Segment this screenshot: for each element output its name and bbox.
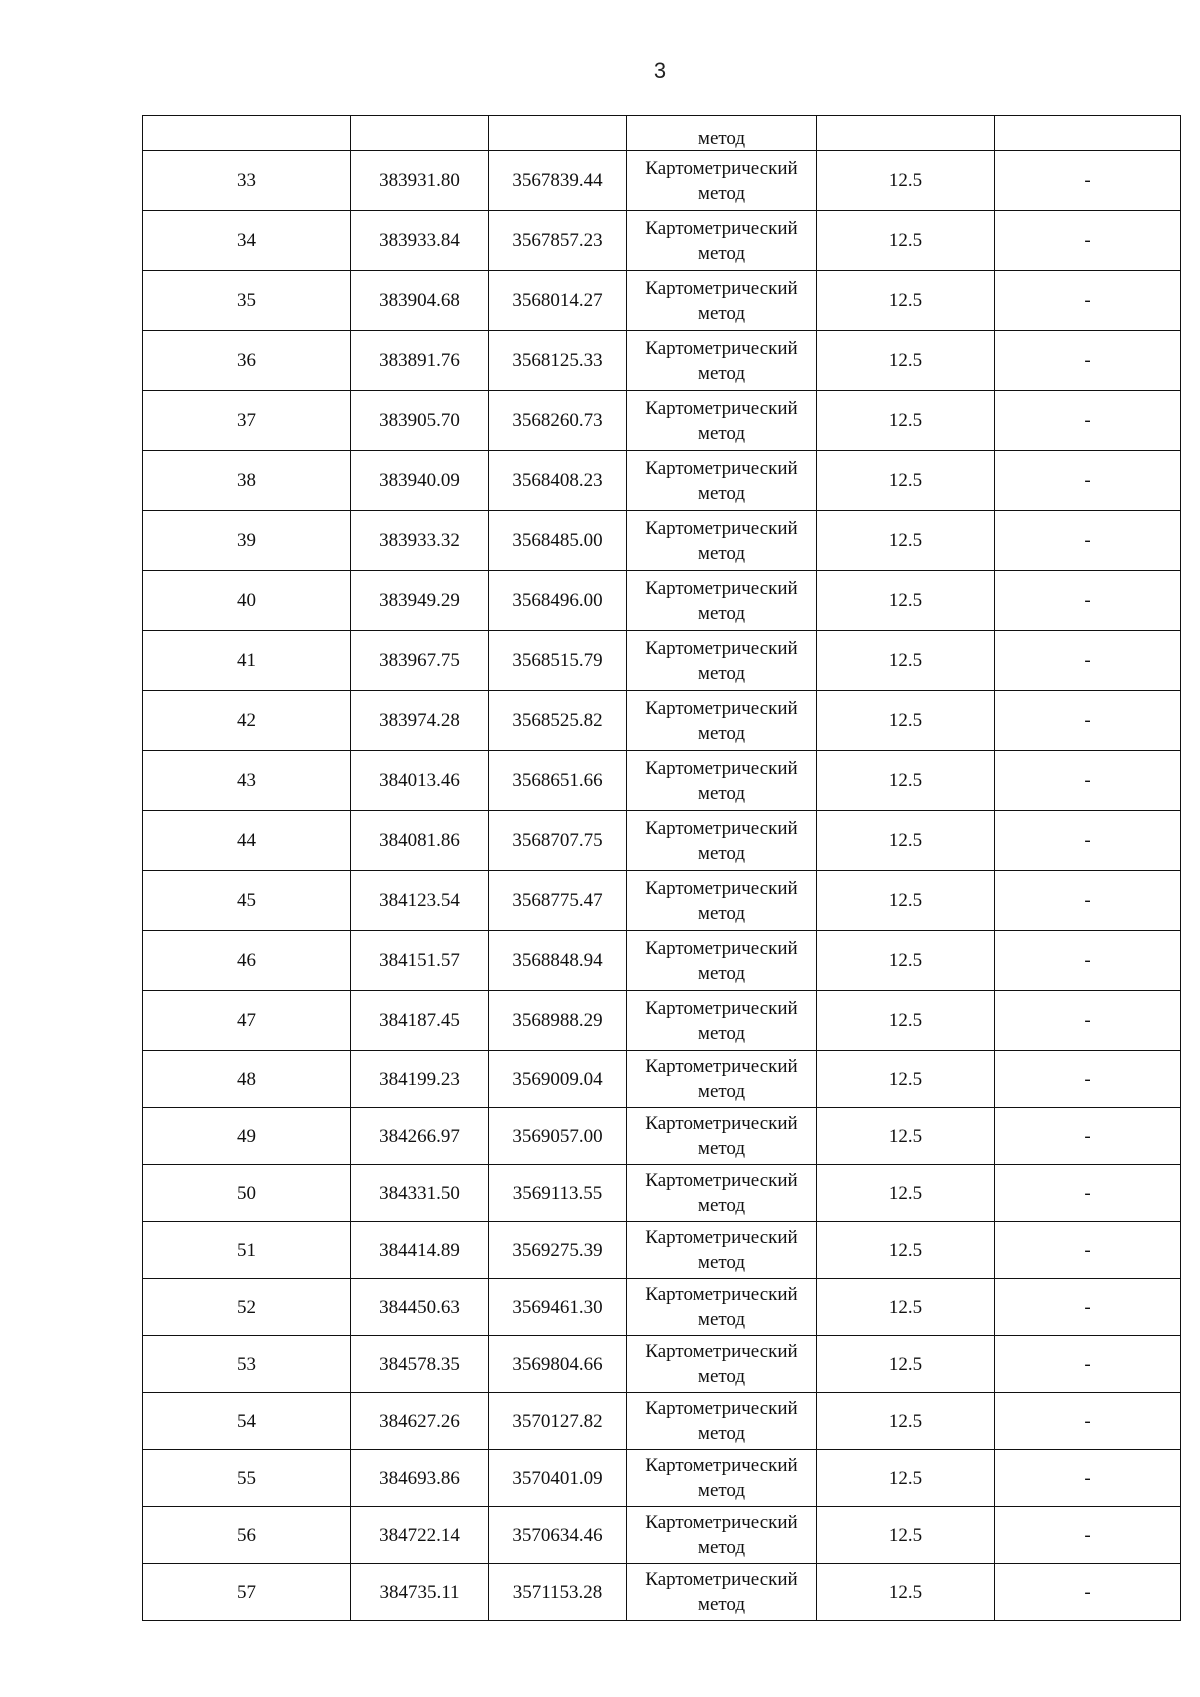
cell-note: -: [995, 1051, 1181, 1108]
cell-note: -: [995, 391, 1181, 451]
cell-x: 383967.75: [351, 631, 489, 691]
cell-point-number: 49: [143, 1108, 351, 1165]
cell-point-number: 45: [143, 871, 351, 931]
table-row: [143, 1165, 1181, 1222]
table-row: [143, 511, 1181, 571]
cell-point-number: 40: [143, 571, 351, 631]
table-row: [143, 1450, 1181, 1507]
cell-point-number: 44: [143, 811, 351, 871]
cell-accuracy: 12.5: [817, 1336, 995, 1393]
cell-x: 384331.50: [351, 1165, 489, 1222]
table-row: [143, 1336, 1181, 1393]
cell-y: 3570634.46: [489, 1507, 627, 1564]
coordinates-table: [142, 115, 1181, 1621]
table-row: [143, 1393, 1181, 1450]
cell-note: -: [995, 631, 1181, 691]
cell-x: 383933.84: [351, 211, 489, 271]
cell-y: 3571153.28: [489, 1564, 627, 1621]
cell-y: 3568651.66: [489, 751, 627, 811]
cell-method: Картометрический метод: [627, 511, 817, 571]
cell-y: 3568485.00: [489, 511, 627, 571]
cell-y: 3569009.04: [489, 1051, 627, 1108]
cell-accuracy: 12.5: [817, 1279, 995, 1336]
cell-note: -: [995, 1336, 1181, 1393]
cell-x: 384199.23: [351, 1051, 489, 1108]
cell-y: 3568707.75: [489, 811, 627, 871]
table-row: [143, 211, 1181, 271]
cell-x: 384151.57: [351, 931, 489, 991]
cell-x: 383933.32: [351, 511, 489, 571]
cell-y: 3568848.94: [489, 931, 627, 991]
cell-y: 3570401.09: [489, 1450, 627, 1507]
cell-note: -: [995, 871, 1181, 931]
cell-accuracy: 12.5: [817, 1051, 995, 1108]
cell-point-number: 39: [143, 511, 351, 571]
cell-note: -: [995, 1393, 1181, 1450]
cell-y: 3568775.47: [489, 871, 627, 931]
table-row: [143, 271, 1181, 331]
table-row: [143, 991, 1181, 1051]
cell-method: Картометрический метод: [627, 151, 817, 211]
cell-x: 384013.46: [351, 751, 489, 811]
cell-point-number: 57: [143, 1564, 351, 1621]
cell-point-number: 48: [143, 1051, 351, 1108]
cell-method: Картометрический метод: [627, 1336, 817, 1393]
cell-point-number: 56: [143, 1507, 351, 1564]
cell-accuracy: 12.5: [817, 511, 995, 571]
cell-method: Картометрический метод: [627, 271, 817, 331]
table-row: [143, 151, 1181, 211]
cell-point-number: [143, 116, 351, 151]
cell-x: 384081.86: [351, 811, 489, 871]
cell-note: -: [995, 751, 1181, 811]
cell-method: Картометрический метод: [627, 571, 817, 631]
cell-point-number: 54: [143, 1393, 351, 1450]
table-row: [143, 1564, 1181, 1621]
cell-point-number: 34: [143, 211, 351, 271]
cell-accuracy: 12.5: [817, 211, 995, 271]
cell-accuracy: 12.5: [817, 691, 995, 751]
cell-y: 3568260.73: [489, 391, 627, 451]
cell-method: Картометрический метод: [627, 1165, 817, 1222]
cell-method: Картометрический метод: [627, 631, 817, 691]
cell-x: 383891.76: [351, 331, 489, 391]
table-row: [143, 811, 1181, 871]
cell-method: Картометрический метод: [627, 451, 817, 511]
cell-y: 3568515.79: [489, 631, 627, 691]
cell-y: [489, 116, 627, 151]
cell-accuracy: 12.5: [817, 151, 995, 211]
cell-x: 384578.35: [351, 1336, 489, 1393]
cell-accuracy: 12.5: [817, 1564, 995, 1621]
table-row: [143, 391, 1181, 451]
cell-accuracy: 12.5: [817, 1222, 995, 1279]
cell-method: Картометрический метод: [627, 871, 817, 931]
cell-point-number: 55: [143, 1450, 351, 1507]
cell-note: [995, 116, 1181, 151]
cell-note: -: [995, 1507, 1181, 1564]
cell-note: -: [995, 511, 1181, 571]
cell-note: -: [995, 1222, 1181, 1279]
table-row: [143, 931, 1181, 991]
table-row: [143, 331, 1181, 391]
cell-method: Картометрический метод: [627, 1051, 817, 1108]
cell-accuracy: 12.5: [817, 991, 995, 1051]
cell-method: Картометрический метод: [627, 331, 817, 391]
cell-note: -: [995, 991, 1181, 1051]
cell-method: Картометрический метод: [627, 931, 817, 991]
cell-note: -: [995, 211, 1181, 271]
cell-y: 3569113.55: [489, 1165, 627, 1222]
table-row: [143, 1507, 1181, 1564]
cell-accuracy: 12.5: [817, 271, 995, 331]
cell-x: [351, 116, 489, 151]
page-number: 3: [653, 58, 667, 83]
table-row-continuation: [143, 116, 1181, 151]
cell-method: Картометрический метод: [627, 1393, 817, 1450]
cell-method: Картометрический метод: [627, 1279, 817, 1336]
cell-accuracy: 12.5: [817, 331, 995, 391]
cell-x: 383905.70: [351, 391, 489, 451]
cell-y: 3569057.00: [489, 1108, 627, 1165]
table-row: [143, 571, 1181, 631]
cell-point-number: 46: [143, 931, 351, 991]
cell-point-number: 37: [143, 391, 351, 451]
cell-method: Картометрический метод: [627, 1108, 817, 1165]
cell-note: -: [995, 1165, 1181, 1222]
cell-note: -: [995, 331, 1181, 391]
cell-y: 3568125.33: [489, 331, 627, 391]
cell-point-number: 36: [143, 331, 351, 391]
table-row: [143, 1051, 1181, 1108]
table-row: [143, 1108, 1181, 1165]
table-row: [143, 1222, 1181, 1279]
cell-y: 3570127.82: [489, 1393, 627, 1450]
cell-point-number: 41: [143, 631, 351, 691]
cell-accuracy: 12.5: [817, 931, 995, 991]
cell-y: 3568014.27: [489, 271, 627, 331]
cell-y: 3568408.23: [489, 451, 627, 511]
cell-accuracy: 12.5: [817, 751, 995, 811]
table-row: [143, 451, 1181, 511]
cell-method: Картометрический метод: [627, 1507, 817, 1564]
cell-accuracy: 12.5: [817, 1165, 995, 1222]
cell-point-number: 38: [143, 451, 351, 511]
cell-note: -: [995, 1108, 1181, 1165]
cell-accuracy: 12.5: [817, 631, 995, 691]
cell-x: 384722.14: [351, 1507, 489, 1564]
cell-method: Картометрический метод: [627, 1564, 817, 1621]
table-row: [143, 691, 1181, 751]
cell-x: 384414.89: [351, 1222, 489, 1279]
cell-point-number: 43: [143, 751, 351, 811]
cell-y: 3568988.29: [489, 991, 627, 1051]
cell-note: -: [995, 691, 1181, 751]
cell-note: -: [995, 151, 1181, 211]
cell-accuracy: 12.5: [817, 1507, 995, 1564]
cell-point-number: 47: [143, 991, 351, 1051]
table-row: [143, 871, 1181, 931]
cell-method: Картометрический метод: [627, 691, 817, 751]
cell-note: -: [995, 1564, 1181, 1621]
cell-note: -: [995, 811, 1181, 871]
cell-note: -: [995, 571, 1181, 631]
cell-x: 384735.11: [351, 1564, 489, 1621]
cell-point-number: 52: [143, 1279, 351, 1336]
cell-x: 384123.54: [351, 871, 489, 931]
table-row: [143, 751, 1181, 811]
cell-accuracy: 12.5: [817, 571, 995, 631]
cell-method: Картометрический метод: [627, 1450, 817, 1507]
cell-accuracy: 12.5: [817, 391, 995, 451]
cell-y: 3569804.66: [489, 1336, 627, 1393]
cell-accuracy: 12.5: [817, 811, 995, 871]
cell-method: Картометрический метод: [627, 391, 817, 451]
cell-accuracy: [817, 116, 995, 151]
cell-accuracy: 12.5: [817, 1393, 995, 1450]
cell-point-number: 42: [143, 691, 351, 751]
cell-accuracy: 12.5: [817, 451, 995, 511]
cell-note: -: [995, 1279, 1181, 1336]
table-row: [143, 631, 1181, 691]
cell-method: Картометрический метод: [627, 751, 817, 811]
table-row: [143, 1279, 1181, 1336]
cell-method: Картометрический метод: [627, 991, 817, 1051]
cell-note: -: [995, 931, 1181, 991]
cell-x: 384627.26: [351, 1393, 489, 1450]
cell-accuracy: 12.5: [817, 871, 995, 931]
cell-point-number: 50: [143, 1165, 351, 1222]
table-body: [143, 116, 1181, 1621]
cell-accuracy: 12.5: [817, 1108, 995, 1165]
cell-y: 3568525.82: [489, 691, 627, 751]
cell-accuracy: 12.5: [817, 1450, 995, 1507]
cell-x: 383931.80: [351, 151, 489, 211]
cell-x: 383949.29: [351, 571, 489, 631]
cell-method: Картометрический метод: [627, 811, 817, 871]
cell-point-number: 51: [143, 1222, 351, 1279]
cell-y: 3568496.00: [489, 571, 627, 631]
cell-x: 383940.09: [351, 451, 489, 511]
cell-point-number: 35: [143, 271, 351, 331]
cell-y: 3567839.44: [489, 151, 627, 211]
cell-method: Картометрический метод: [627, 211, 817, 271]
cell-y: 3569461.30: [489, 1279, 627, 1336]
cell-x: 384187.45: [351, 991, 489, 1051]
cell-note: -: [995, 451, 1181, 511]
cell-y: 3569275.39: [489, 1222, 627, 1279]
cell-method: Картометрический метод: [627, 1222, 817, 1279]
cell-x: 384266.97: [351, 1108, 489, 1165]
cell-point-number: 53: [143, 1336, 351, 1393]
cell-note: -: [995, 271, 1181, 331]
cell-method: метод: [627, 116, 817, 151]
cell-note: -: [995, 1450, 1181, 1507]
cell-y: 3567857.23: [489, 211, 627, 271]
cell-point-number: 33: [143, 151, 351, 211]
cell-x: 384450.63: [351, 1279, 489, 1336]
cell-x: 383974.28: [351, 691, 489, 751]
cell-x: 383904.68: [351, 271, 489, 331]
cell-x: 384693.86: [351, 1450, 489, 1507]
